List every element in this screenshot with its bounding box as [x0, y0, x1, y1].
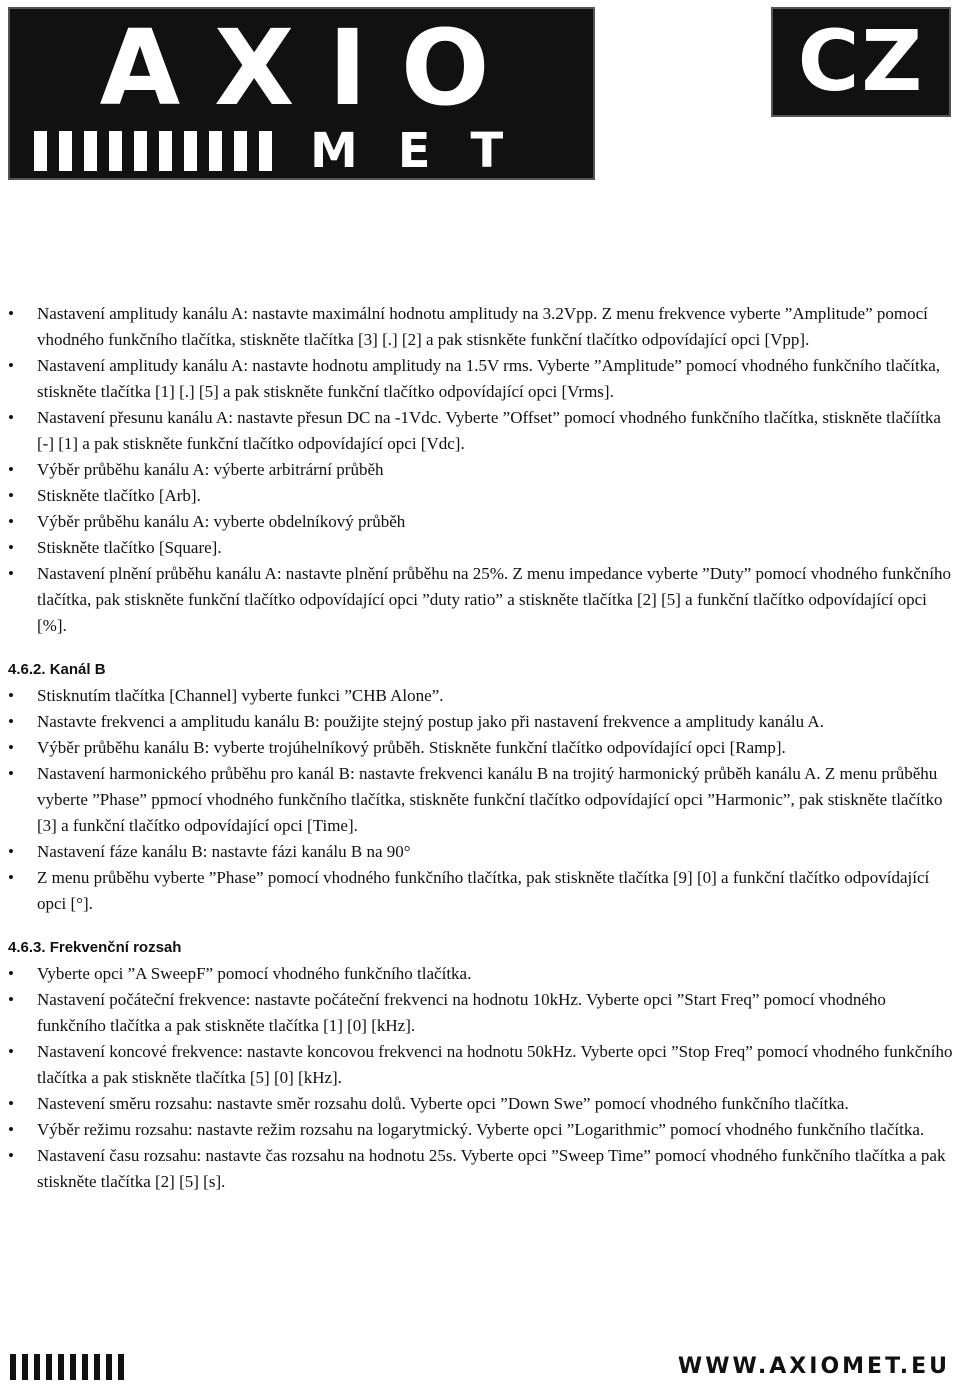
list-item: • Stiskněte tlačítko [Arb].: [0, 483, 960, 509]
list-item: • Nastavení amplitudy kanálu A: nastavte maximální hodnotu amplitudy na 3.2Vpp. Z menu frekvence vyberte ”Amplitude” pomocí vhodného funkčního tlačítka, stiskněte tlačítka [3] [.] [2] a pak stisnkěte funkční tlačítko odpovídající opci [Vpp].: [0, 301, 960, 353]
page-footer: [0, 1345, 960, 1385]
channel-a-list: [0, 301, 960, 639]
list-item: • Nastavte frekvenci a amplitudu kanálu B: použijte stejný postup jako při nastavení frekvence a amplitudy kanálu A.: [0, 709, 960, 735]
spacer: [0, 639, 960, 657]
list-item: • Nastavení počáteční frekvence: nastavte počáteční frekvenci na hodnotu 10kHz. Vyberte opci ”Start Freq” pomocí vhodného funkčního tlačítka a pak stiskněte tlačítka [1] [0] [kHz].: [0, 987, 960, 1039]
list-item: • Výběr režimu rozsahu: nastavte režim rozsahu na logarytmický. Vyberte opci ”Logarithmic” pomocí vhodného funkčního tlačítka.: [0, 1117, 960, 1143]
list-item: • Z menu průběhu vyberte ”Phase” pomocí vhodného funkčního tlačítka, pak stiskněte tlačítka [9] [0] a funkční tlačítko odpovídající opci [°].: [0, 865, 960, 917]
section-heading-frequency-sweep: 4.6.3. Frekvenční rozsah: [8, 939, 182, 956]
section-heading-channel-b: 4.6.2. Kanál B: [8, 661, 106, 678]
document-body: [0, 301, 960, 1195]
logo-bars-graphic: [34, 131, 284, 171]
frequency-sweep-list: [0, 961, 960, 1195]
list-item: • Výběr průběhu kanálu B: vyberte trojúhelníkový průběh. Stiskněte funkční tlačítko odpovídající opci [Ramp].: [0, 735, 960, 761]
channel-b-list: [0, 683, 960, 917]
logo-wordmark-top: AXIO: [99, 7, 524, 129]
logo-wordmark-bottom: MET: [310, 123, 544, 179]
spacer: [0, 917, 960, 935]
list-item: • Nastavení přesunu kanálu A: nastavte přesun DC na -1Vdc. Vyberte ”Offset” pomocí vhodného funkčního tlačítka, stiskněte tlačíítka [-] [1] a pak stiskněte funkční tlačítko odpovídající opci [Vdc].: [0, 405, 960, 457]
list-item: • Nastavení koncové frekvence: nastavte koncovou frekvenci na hodnotu 50kHz. Vyberte opci ”Stop Freq” pomocí vhodného funkčního tlačítka a pak stiskněte tlačítka [5] [0] [kHz].: [0, 1039, 960, 1091]
country-badge: CZ: [771, 7, 951, 117]
list-item: • Vyberte opci ”A SweepF” pomocí vhodného funkčního tlačítka.: [0, 961, 960, 987]
footer-bars-graphic: [10, 1354, 130, 1380]
list-item: • Výběr průběhu kanálu A: vyberte obdelníkový průběh: [0, 509, 960, 535]
list-item: • Výběr průběhu kanálu A: výberte arbitrární průběh: [0, 457, 960, 483]
list-item: • Nastevení směru rozsahu: nastavte směr rozsahu dolů. Vyberte opci ”Down Swe” pomocí vhodného funkčního tlačítka.: [0, 1091, 960, 1117]
list-item: • Nastavení harmonického průběhu pro kanál B: nastavte frekvenci kanálu B na trojitý harmonický průběh kanálu A. Z menu průběhu vyberte ”Phase” ppmocí vhodného funkčního tlačítka, stiskněte funkční tlačítko odpovídající opci ”Harmonic”, pak stiskněte tlačítko [3] a funkční tlačítko odpovídající opci [Time].: [0, 761, 960, 839]
list-item: • Nastavení plnění průběhu kanálu A: nastavte plnění průběhu na 25%. Z menu impedance vyberte ”Duty” pomocí vhodného funkčního tlačítka, pak stiskněte funkční tlačítko odpovídající opci ”duty ratio” a stiskněte tlačítka [2] [5] a funkční tlačítko odpovídající opci [%].: [0, 561, 960, 639]
footer-url: WWW.AXIOMET.EU: [677, 1354, 950, 1379]
list-item: • Stiskněte tlačítko [Square].: [0, 535, 960, 561]
list-item: • Stisknutím tlačítka [Channel] vyberte funkci ”CHB Alone”.: [0, 683, 960, 709]
axiomet-logo: [8, 7, 595, 180]
list-item: • Nastavení amplitudy kanálu A: nastavte hodnotu amplitudy na 1.5V rms. Vyberte ”Amplitude” pomocí vhodného funkčního tlačítka, stiskněte tlačítka [1] [.] [5] a pak stiskněte funkční tlačítko odpovídající opci [Vrms].: [0, 353, 960, 405]
list-item: • Nastavení času rozsahu: nastavte čas rozsahu na hodnotu 25s. Vyberte opci ”Sweep Time” pomocí vhodného funkčního tlačítka a pak stiskněte tlačítka [2] [5] [s].: [0, 1143, 960, 1195]
list-item: • Nastavení fáze kanálu B: nastavte fázi kanálu B na 90°: [0, 839, 960, 865]
